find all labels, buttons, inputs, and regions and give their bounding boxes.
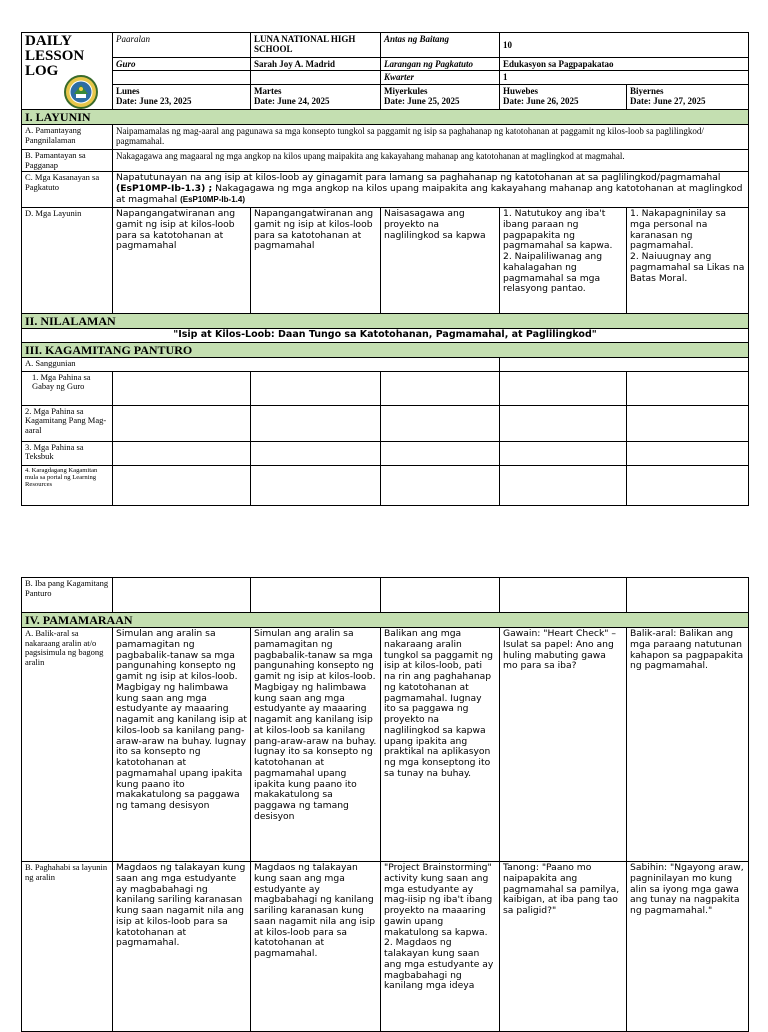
blank-cell — [381, 465, 500, 505]
larangan-label: Larangan ng Pagkatuto — [381, 57, 500, 71]
title-line-1: DAILY — [25, 33, 72, 49]
paaralan-value: LUNA NATIONAL HIGH SCHOOL — [251, 33, 381, 58]
larangan-value: Edukasyon sa Pagpapakatao — [500, 57, 749, 71]
blank-cell — [500, 578, 627, 613]
section-heading-layunin: I. LAYUNIN — [22, 110, 749, 125]
title-cell — [22, 33, 113, 110]
title-line-3: LOG — [25, 63, 59, 79]
layunin-cell-huwebes: 1. Natutukoy ang iba't ibang paraan ng pagpapakita ng pagmamahal sa kapwa. 2. Naipaliliwanag ang kahalagahan ng pagmamahal sa mga relasyong pantao. — [500, 208, 627, 314]
blank-cell — [500, 465, 627, 505]
section-heading-pamamaraan: IV. PAMAMARAAN — [22, 613, 749, 628]
blank-cell — [251, 465, 381, 505]
kagamitang-mag-aaral-label: 2. Mga Pahina sa Kagamitang Pang Mag-aaral — [22, 405, 113, 441]
paghahabi-cell-biyernes: Sabihin: "Ngayong araw, pagninilayan mo kung alin sa iyong mga gawa ang tunay na nagpakita ng pagmamahal." — [627, 862, 749, 1032]
paghahabi-cell-miyerkules: "Project Brainstorming" activity kung saan ang mga estudyante ay mag-iisip ng iba't ibang proyekto na maaaring gawin upang makatulong sa kapwa. 2. Magdaos ng talakayan kung saan ang mga estudyante ay magbabahagi ng kanilang mga ideya — [381, 862, 500, 1032]
lesson-log-table-bottom — [21, 577, 749, 1032]
balik-aral-cell-martes: Simulan ang aralin sa pamamagitan ng pagbabalik-tanaw sa mga pangunahing konsepto ng gamit ng isip at kilos-loob. Magbigay ng halimbawa kung saan ang mga estudyante ay maaaring nagamit ang kanilang isip at kilos-loob sa kanilang pang-araw-araw na buhay. Iugnay ito sa konsepto ng katotohanan at pagmamahal upang ipakita kung paano ito makakatulong sa paggawa ng tamang desisyon — [251, 628, 381, 862]
blank-cell — [500, 441, 627, 465]
day-header-biyernes: Biyernes Date: June 27, 2025 — [627, 85, 749, 110]
mga-layunin-label: D. Mga Layunin — [22, 208, 113, 314]
balik-aral-cell-huwebes: Gawain: "Heart Check" – Isulat sa papel: Ano ang huling mabuting gawa mo para sa iba? — [500, 628, 627, 862]
section-heading-kagamitan: III. KAGAMITANG PANTURO — [22, 342, 749, 357]
blank-cell — [113, 371, 251, 405]
teksbuk-label: 3. Mga Pahina sa Teksbuk — [22, 441, 113, 465]
blank-cell — [251, 405, 381, 441]
blank-cell — [113, 71, 251, 85]
blank-cell — [627, 578, 749, 613]
balik-aral-label: A. Balik-aral sa nakaraang aralin at/o pagsisimula ng bagong aralin — [22, 628, 113, 862]
blank-cell — [251, 71, 381, 85]
title-line-2: LESSON — [25, 48, 85, 64]
layunin-cell-biyernes: 1. Nakapagninilay sa mga personal na karanasan ng pagmamahal. 2. Naiuugnay ang pagmamahal sa Likas na Batas Moral. — [627, 208, 749, 314]
balik-aral-cell-miyerkules: Balikan ang mga nakaraang aralin tungkol sa paggamit ng isip at kilos-loob, pati na rin ang paghahanap ng katotohanan at pagmamahal. Iugnay ito sa paggawa ng proyekto na naglilingkod sa kapwa upang ipakita ang praktikal na aplikasyon ng mga konseptong ito sa tunay na buhay. — [381, 628, 500, 862]
blank-cell — [113, 405, 251, 441]
blank-cell — [500, 357, 749, 371]
competency-code: (EsP10MP-Ib-1.4) — [180, 194, 245, 204]
day-header-martes: Martes Date: June 24, 2025 — [251, 85, 381, 110]
blank-cell — [113, 578, 251, 613]
blank-cell — [251, 441, 381, 465]
day-header-miyerkules: Miyerkules Date: June 25, 2025 — [381, 85, 500, 110]
blank-cell — [381, 441, 500, 465]
blank-cell — [381, 371, 500, 405]
sanggunian-label: A. Sanggunian — [22, 357, 500, 371]
blank-cell — [627, 441, 749, 465]
kwarter-label: Kwarter — [381, 71, 500, 85]
blank-cell — [627, 465, 749, 505]
blank-cell — [627, 371, 749, 405]
pamantayan-pagganap-text: Nakagagawa ang magaaral ng mga angkop na kilos upang maipakita ang kakayahang mahanap ang katotohanan at maglingkod at magmahal. — [113, 150, 749, 172]
kasanayan-text: Napatutunayan na ang isip at kilos-loob ay ginagamit para lamang sa paghahanap ng katotohanan at sa paglilingkod/pagmamahal (EsP10MP-Ib-1.3) ; Nakagagawa ng mga angkop na kilos upang maipakita ang kakayahang mahanap ang katotohanan at maglingkod at magmahal (EsP10MP-Ib-1.4) — [113, 172, 749, 208]
lesson-log-table-top — [21, 32, 749, 506]
iba-pang-kagamitan-label: B. Iba pang Kagamitang Panturo — [22, 578, 113, 613]
guro-label: Guro — [113, 57, 251, 71]
blank-cell — [113, 465, 251, 505]
blank-cell — [381, 405, 500, 441]
day-header-lunes: Lunes Date: June 23, 2025 — [113, 85, 251, 110]
blank-cell — [500, 405, 627, 441]
blank-cell — [251, 578, 381, 613]
paghahabi-cell-martes: Magdaos ng talakayan kung saan ang mga estudyante ay magbabahagi ng kanilang sariling karanasan kung saan nagamit nila ang isip at kilos-loob para sa katotohanan at pagmamahal. — [251, 862, 381, 1032]
blank-cell — [251, 371, 381, 405]
lesson-theme: "Isip at Kilos-Loob: Daan Tungo sa Katotohanan, Pagmamahal, at Paglilingkod" — [22, 329, 749, 343]
antas-label: Antas ng Baitang — [381, 33, 500, 58]
paaralan-label: Paaralan — [113, 33, 251, 58]
layunin-cell-miyerkules: Naisasagawa ang proyekto na naglilingkod sa kapwa — [381, 208, 500, 314]
school-seal-icon — [61, 75, 101, 109]
paghahabi-label: B. Paghahabi sa layunin ng aralin — [22, 862, 113, 1032]
kasanayan-label: C. Mga Kasanayan sa Pagkatuto — [22, 172, 113, 208]
blank-cell — [381, 578, 500, 613]
paghahabi-cell-lunes: Magdaos ng talakayan kung saan ang mga estudyante ay magbabahagi ng kanilang sariling karanasan kung saan nagamit nila ang isip at kilos-loob para sa katotohanan at pagmamahal. — [113, 862, 251, 1032]
competency-code: (EsP10MP-Ib-1.3) ; — [116, 182, 213, 194]
blank-cell — [113, 441, 251, 465]
balik-aral-cell-lunes: Simulan ang aralin sa pamamagitan ng pagbabalik-tanaw sa mga pangunahing konsepto ng gamit ng isip at kilos-loob. Magbigay ng halimbawa kung saan ang mga estudyante ay maaaring nagamit ang kanilang isip at kilos-loob sa kanilang pang-araw-araw na buhay. Iugnay ito sa konsepto ng katotohanan at pagmamahal upang ipakita kung paano ito makakatulong sa paggawa ng tamang desisyon — [113, 628, 251, 862]
pamantayang-pangnilalaman-text: Naipamamalas ng mag-aaral ang pagunawa sa mga konsepto tungkol sa paggamit ng isip sa paghahanap ng katotohanan at paggamit ng kilos-loob sa paglilingkod/ pagmamahal. — [113, 125, 749, 150]
pamantayang-pangnilalaman-label: A. Pamantayang Pangnilalaman — [22, 125, 113, 150]
balik-aral-cell-biyernes: Balik-aral: Balikan ang mga paraang natutunan kahapon sa pagpapakita ng pagmamahal. — [627, 628, 749, 862]
section-heading-nilalaman: II. NILALAMAN — [22, 314, 749, 329]
blank-cell — [627, 405, 749, 441]
layunin-cell-lunes: Napangangatwiranan ang gamit ng isip at kilos-loob para sa katotohanan at pagmamahal — [113, 208, 251, 314]
antas-value: 10 — [500, 33, 749, 58]
day-header-huwebes: Huwebes Date: June 26, 2025 — [500, 85, 627, 110]
kwarter-value: 1 — [500, 71, 749, 85]
paghahabi-cell-huwebes: Tanong: "Paano mo naipapakita ang pagmamahal sa pamilya, kaibigan, at iba pang tao sa paligid?" — [500, 862, 627, 1032]
gabay-guro-label: 1. Mga Pahina sa Gabay ng Guro — [22, 371, 113, 405]
guro-value: Sarah Joy A. Madrid — [251, 57, 381, 71]
blank-cell — [500, 371, 627, 405]
pamantayan-pagganap-label: B. Pamantayan sa Pagganap — [22, 150, 113, 172]
learning-resources-label: 4. Karagdagang Kagamitan mula sa portal ng Learning Resources — [22, 465, 113, 505]
layunin-cell-martes: Napangangatwiranan ang gamit ng isip at kilos-loob para sa katotohanan at pagmamahal — [251, 208, 381, 314]
